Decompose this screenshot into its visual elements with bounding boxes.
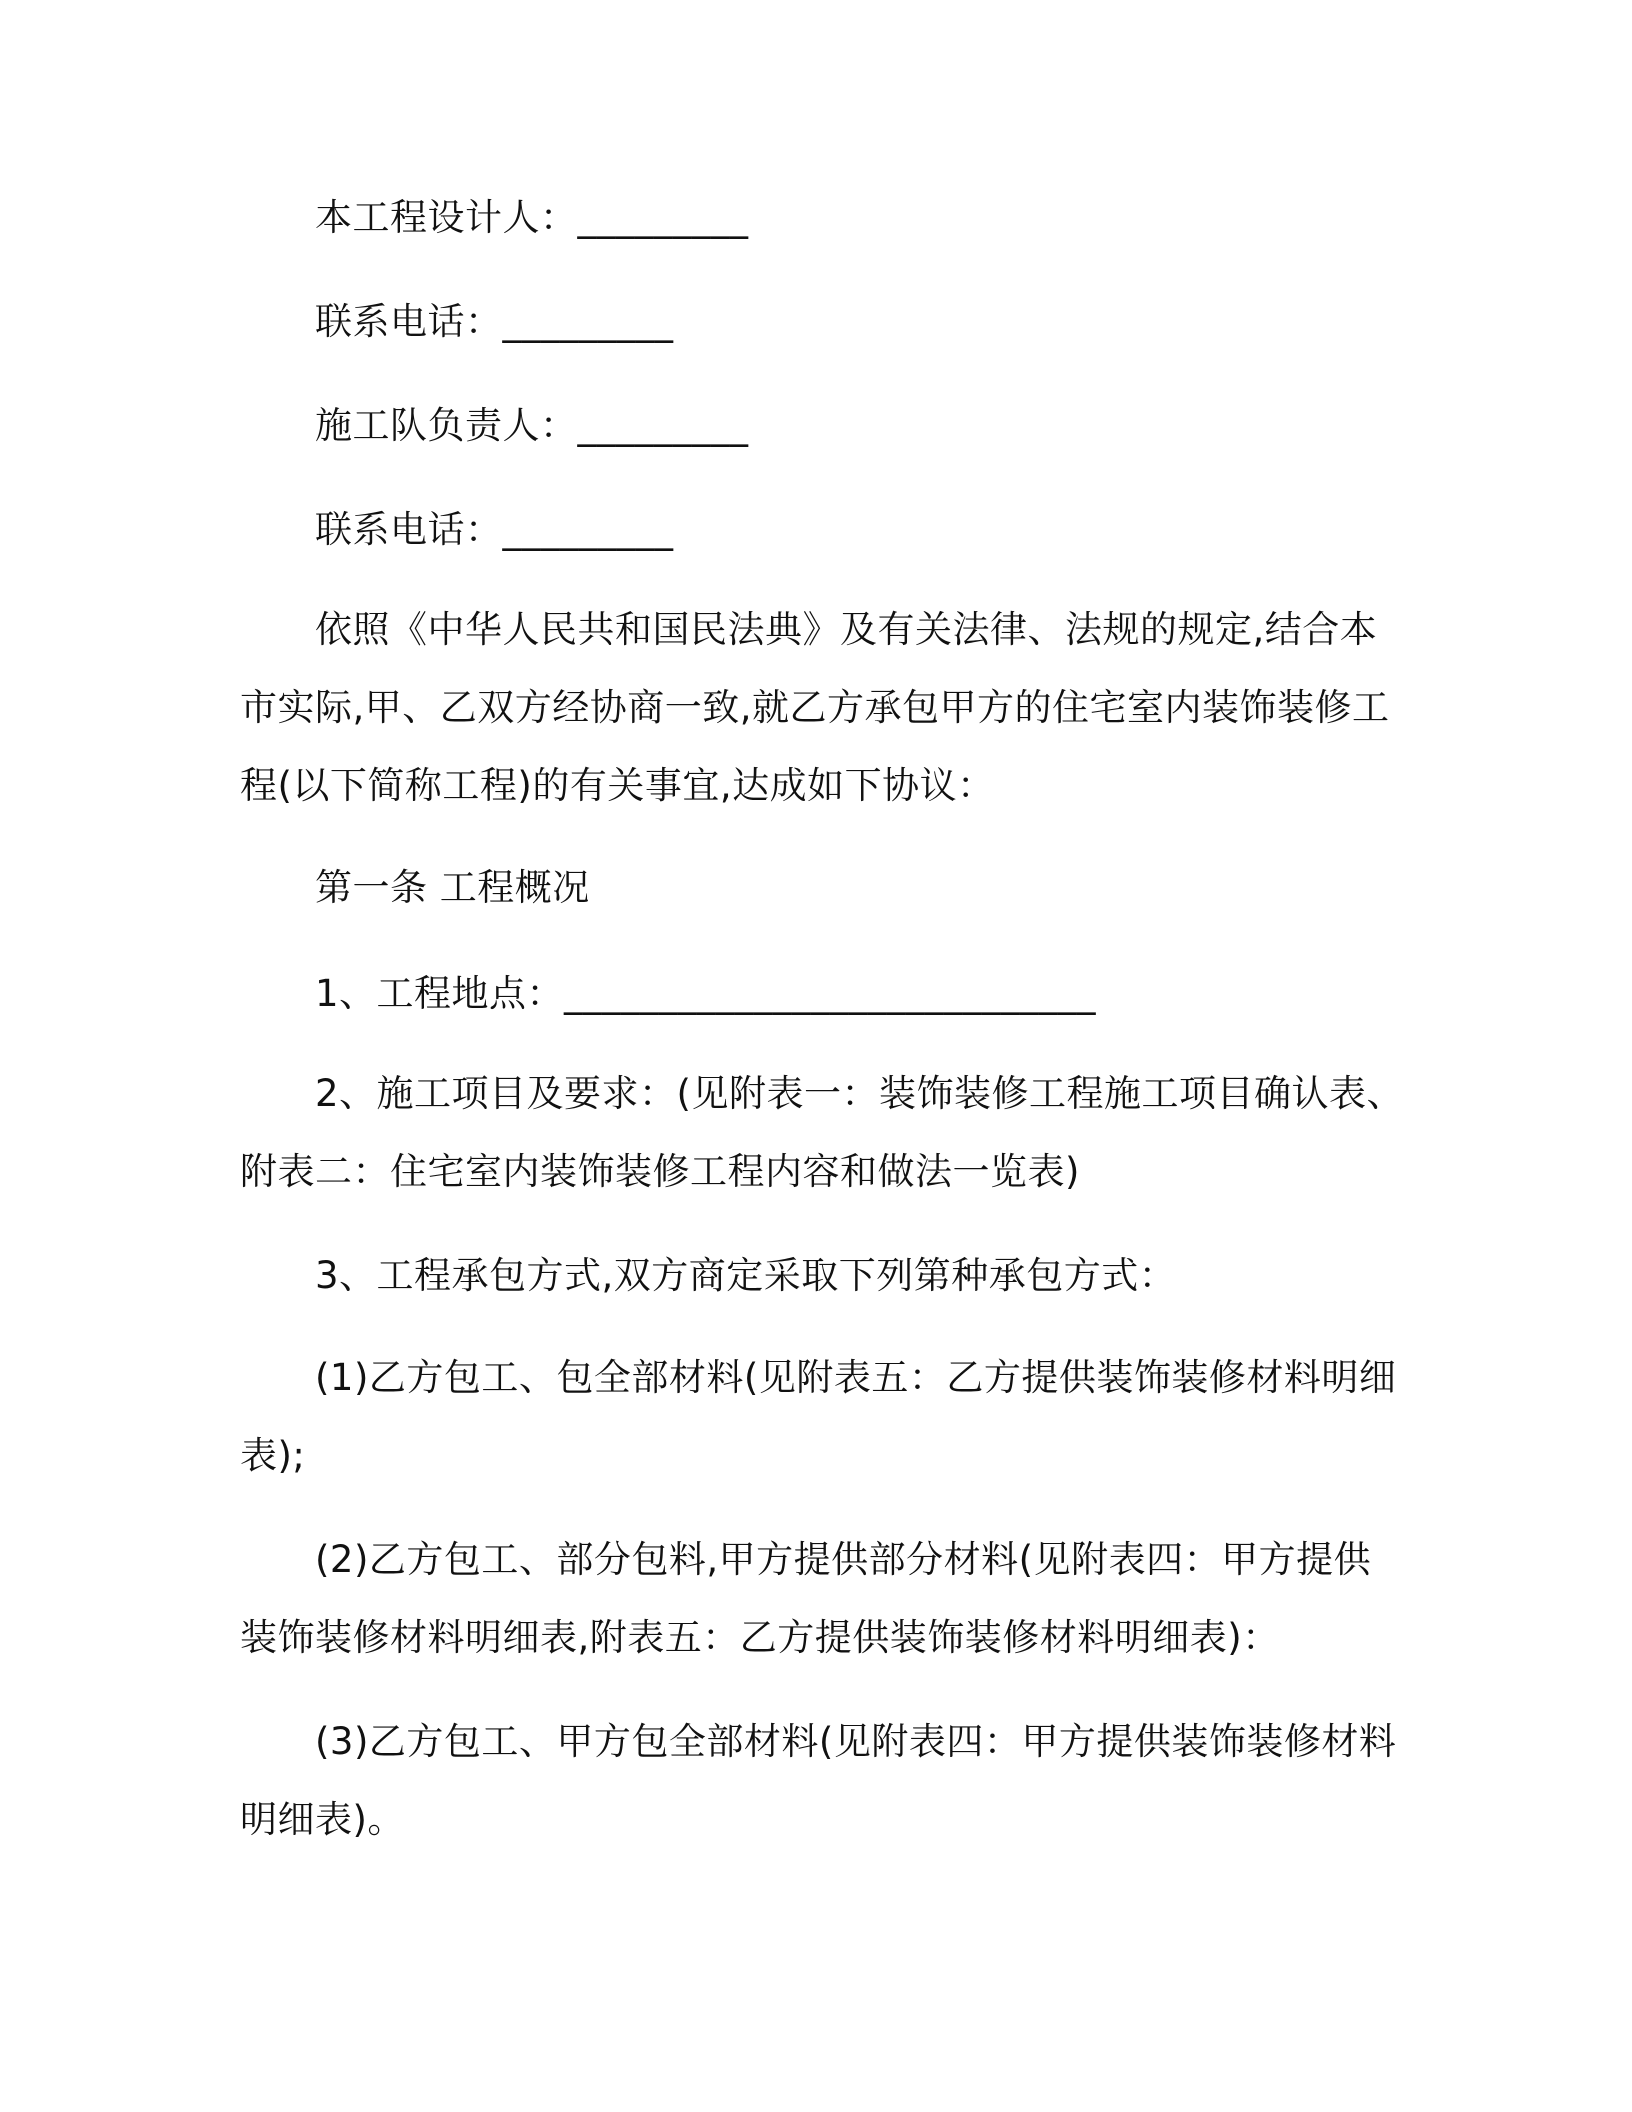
preamble-line-3: 程(以下简称工程)的有关事宜,达成如下协议： xyxy=(240,764,995,807)
option-1-line-2: 表); xyxy=(240,1434,306,1477)
designer-line: 本工程设计人：_________ xyxy=(315,196,749,239)
option-3-line-2: 明细表)。 xyxy=(240,1798,405,1841)
option-1-line-1: (1)乙方包工、包全部材料(见附表五：乙方提供装饰装修材料明细 xyxy=(315,1356,1397,1399)
designer-phone-line: 联系电话：_________ xyxy=(315,300,674,343)
option-2-line-1: (2)乙方包工、部分包料,甲方提供部分材料(见附表四：甲方提供 xyxy=(315,1538,1372,1581)
article-1-item-3: 3、工程承包方式,双方商定采取下列第种承包方式： xyxy=(315,1254,1177,1297)
article-1-item-1: 1、工程地点：____________________________ xyxy=(315,972,1097,1015)
team-leader-line: 施工队负责人：_________ xyxy=(315,404,749,447)
article-1-heading: 第一条 工程概况 xyxy=(315,866,590,909)
article-1-item-2-line-1: 2、施工项目及要求：(见附表一：装饰装修工程施工项目确认表、 xyxy=(315,1072,1404,1115)
option-3-line-1: (3)乙方包工、甲方包全部材料(见附表四：甲方提供装饰装修材料 xyxy=(315,1720,1397,1763)
article-1-item-2-line-2: 附表二：住宅室内装饰装修工程内容和做法一览表) xyxy=(240,1150,1080,1193)
team-leader-phone-line: 联系电话：_________ xyxy=(315,508,674,551)
preamble-line-1: 依照《中华人民共和国民法典》及有关法律、法规的规定,结合本 xyxy=(315,608,1378,651)
option-2-line-2: 装饰装修材料明细表,附表五：乙方提供装饰装修材料明细表)： xyxy=(240,1616,1280,1659)
preamble-line-2: 市实际,甲、乙双方经协商一致,就乙方承包甲方的住宅室内装饰装修工 xyxy=(240,686,1390,729)
